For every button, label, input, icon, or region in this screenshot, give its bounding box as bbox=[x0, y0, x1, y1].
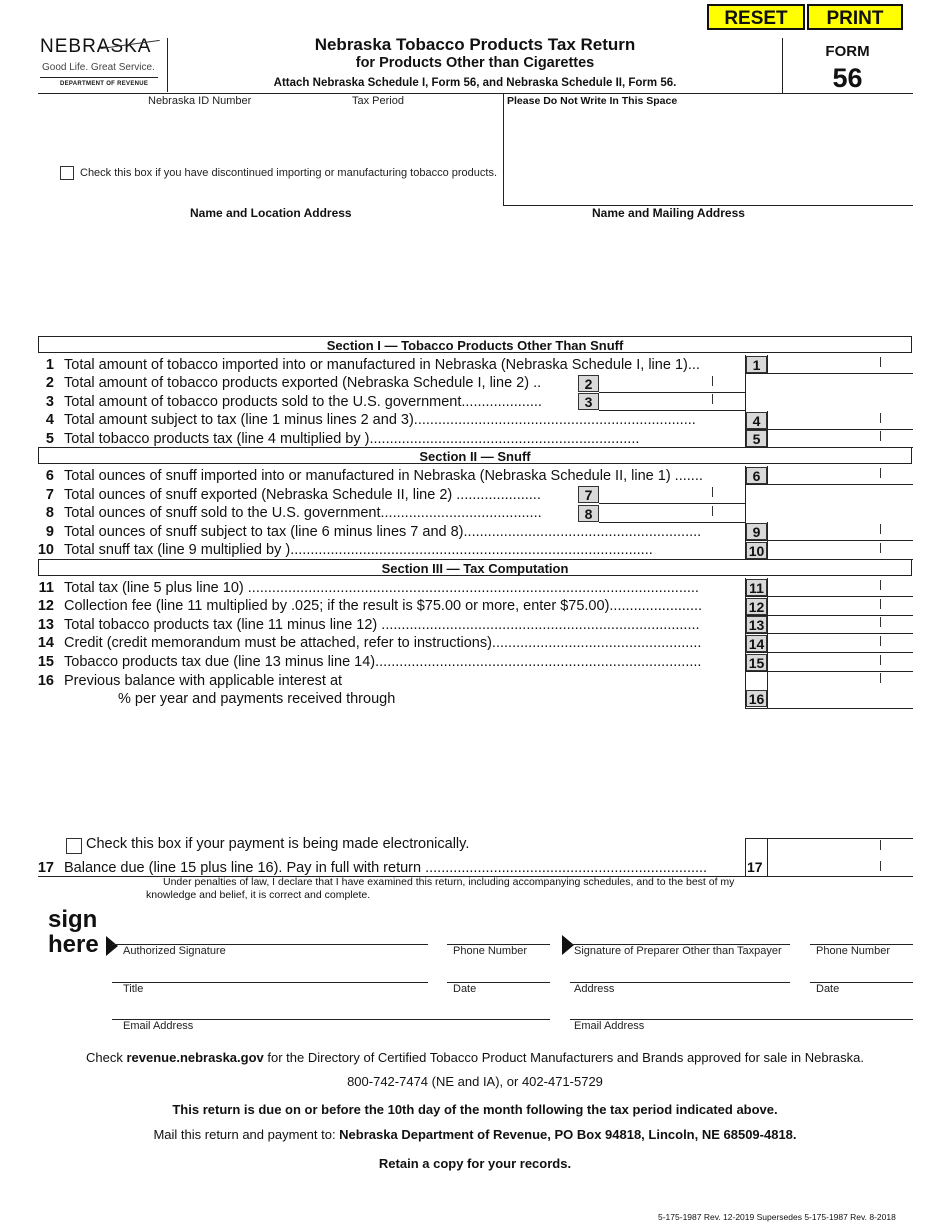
line-2-3-right-border bbox=[745, 373, 746, 411]
logo-dept: DEPARTMENT OF REVENUE bbox=[60, 81, 149, 87]
section-2-header: Section II — Snuff bbox=[38, 447, 912, 464]
line-11: 11 Total tax (line 5 plus line 10) ................................................................................................................ bbox=[38, 580, 699, 596]
line-14-amount[interactable] bbox=[770, 634, 882, 653]
line-9-number: 9 bbox=[746, 523, 767, 540]
electronic-payment-checkbox[interactable] bbox=[66, 838, 82, 854]
line-5: 5 Total tobacco products tax (line 4 multiplied by )................................................................... bbox=[45, 431, 640, 447]
line-16-amount[interactable] bbox=[770, 690, 882, 709]
line-13-cents-divider bbox=[880, 617, 881, 627]
line-3-amount[interactable] bbox=[602, 392, 714, 411]
line-9: 9 Total ounces of snuff subject to tax (line 6 minus lines 7 and 8)........................................................... bbox=[45, 524, 702, 540]
line-10-amount[interactable] bbox=[770, 541, 882, 560]
title-label: Title bbox=[123, 983, 144, 995]
date-label: Date bbox=[453, 983, 477, 995]
mailing-address-input[interactable] bbox=[510, 222, 914, 326]
line-17-cents-divider bbox=[880, 840, 881, 850]
payments-through-input[interactable] bbox=[420, 690, 544, 709]
phone-input[interactable] bbox=[450, 926, 552, 945]
mail-note: Mail this return and payment to: Nebraska Department of Revenue, PO Box 94818, Lincoln, NE 68509-4818. bbox=[153, 1127, 797, 1142]
line-16-number: 16 bbox=[746, 690, 767, 707]
period-label: Tax Period bbox=[352, 95, 404, 107]
preparer-date-input[interactable] bbox=[813, 964, 915, 983]
line-4-number: 4 bbox=[746, 412, 767, 429]
email-label: Email Address bbox=[123, 1020, 194, 1032]
authorized-signature-input[interactable] bbox=[124, 926, 428, 945]
preparer-date-label: Date bbox=[816, 983, 840, 995]
line-6-box-mid bbox=[767, 466, 768, 484]
discontinued-label: Check this box if you have discontinued importing or manufacturing tobacco products. bbox=[80, 167, 498, 179]
form-label: FORM bbox=[825, 43, 870, 60]
discontinued-checkbox[interactable] bbox=[60, 166, 74, 180]
preparer-email-input[interactable] bbox=[576, 1001, 910, 1020]
line-5-cents-divider bbox=[880, 431, 881, 441]
line-16: 16 Previous balance with applicable interest at bbox=[37, 673, 343, 689]
line-7-8-right-border bbox=[745, 485, 746, 522]
line-8-amount[interactable] bbox=[602, 504, 714, 523]
line-9-box-mid bbox=[767, 522, 768, 540]
line-8-underline bbox=[599, 522, 745, 523]
line-1-bottom bbox=[745, 373, 913, 374]
line-12-amount[interactable] bbox=[770, 597, 882, 616]
line-1: 1 Total amount of tobacco imported into or manufactured in Nebraska (Nebraska Schedule I, line 1)... bbox=[45, 357, 700, 373]
line-1-cents-divider bbox=[880, 357, 881, 367]
line-17-number: 17 bbox=[747, 859, 763, 875]
line-2-number: 2 bbox=[578, 375, 599, 392]
preparer-address-label: Address bbox=[574, 983, 615, 995]
line-12-number: 12 bbox=[746, 598, 767, 615]
line-10-cents-divider bbox=[880, 543, 881, 553]
print-button[interactable]: PRINT bbox=[807, 4, 903, 30]
line-14-number: 14 bbox=[746, 635, 767, 652]
here-label: here bbox=[48, 931, 99, 958]
preparer-phone-input[interactable] bbox=[813, 926, 915, 945]
line-16-box-mid bbox=[767, 671, 768, 708]
line-4-cents-divider bbox=[880, 413, 881, 423]
line-15-amount[interactable] bbox=[770, 653, 882, 672]
line-3-number: 3 bbox=[578, 393, 599, 410]
line-1-number: 1 bbox=[746, 356, 767, 373]
line-14-cents-divider bbox=[880, 636, 881, 646]
line-17-amount[interactable] bbox=[770, 858, 914, 877]
authorized-signature-label: Authorized Signature bbox=[123, 945, 226, 957]
logo-tagline: Good Life. Great Service. bbox=[42, 62, 155, 73]
line-15: 15 Tobacco products tax due (line 13 minus line 14)................................................................................. bbox=[37, 654, 702, 670]
line-11-cents-divider bbox=[880, 580, 881, 590]
attach-note: Attach Nebraska Schedule I, Form 56, and Nebraska Schedule II, Form 56. bbox=[273, 77, 677, 89]
line-6: 6 Total ounces of snuff imported into or manufactured in Nebraska (Nebraska Schedule II, line 1) ....... bbox=[45, 468, 703, 484]
line-4: 4 Total amount subject to tax (line 1 minus lines 2 and 3)...................................................................... bbox=[45, 412, 696, 428]
sign-label: sign bbox=[48, 906, 98, 933]
preparer-signature-label: Signature of Preparer Other than Taxpayer bbox=[574, 945, 782, 957]
preparer-email-label: Email Address bbox=[574, 1020, 645, 1032]
line-11-amount[interactable] bbox=[770, 578, 882, 597]
logo-wordmark: NEBRASKA bbox=[40, 36, 152, 57]
line-15-box-mid bbox=[767, 653, 768, 671]
line-9-cents-divider bbox=[880, 524, 881, 534]
retain-note: Retain a copy for your records. bbox=[378, 1156, 572, 1171]
line-10-rate-input[interactable] bbox=[300, 541, 354, 560]
line-1-amount[interactable] bbox=[770, 355, 882, 374]
preparer-arrow-icon bbox=[562, 935, 574, 955]
penalty-text: Under penalties of law, I declare that I have examined this return, including accompanying schedules, and to the best of my bbox=[163, 876, 735, 888]
line-16-continued: % per year and payments received through bbox=[118, 691, 396, 707]
line-5-box-mid bbox=[767, 429, 768, 447]
line-15-cents-divider bbox=[880, 655, 881, 665]
line-10-number: 10 bbox=[746, 542, 767, 559]
line-9-amount[interactable] bbox=[770, 522, 882, 541]
preparer-signature-input[interactable] bbox=[576, 926, 792, 945]
line-11-number: 11 bbox=[746, 579, 767, 596]
phone-numbers: 800-742-7474 (NE and IA), or 402-471-5729 bbox=[347, 1074, 603, 1089]
line-1-box-mid bbox=[767, 355, 768, 373]
preparer-address-input[interactable] bbox=[576, 964, 792, 983]
location-address-label: Name and Location Address bbox=[190, 206, 352, 220]
sign-arrow-icon bbox=[106, 936, 118, 956]
revenue-site-link[interactable]: revenue.nebraska.gov bbox=[126, 1050, 264, 1065]
line-8: 8 Total ounces of snuff sold to the U.S. government........................................ bbox=[45, 505, 542, 521]
line-2: 2 Total amount of tobacco products exported (Nebraska Schedule I, line 2) .. bbox=[45, 375, 542, 391]
line-14: 14 Credit (credit memorandum must be attached, refer to instructions).................................................... bbox=[37, 635, 702, 651]
section-1-header: Section I — Tobacco Products Other Than Snuff bbox=[38, 336, 912, 353]
line-7-cents-divider bbox=[712, 487, 713, 497]
interest-rate-input[interactable] bbox=[365, 672, 429, 692]
line-10-box-mid bbox=[767, 541, 768, 559]
line-12: 12 Collection fee (line 11 multiplied by .025; if the result is $75.00 or more, enter $75.00)....................... bbox=[37, 598, 703, 614]
location-address-input[interactable] bbox=[60, 222, 484, 326]
title-input[interactable] bbox=[124, 964, 428, 983]
line-13-amount[interactable] bbox=[770, 615, 882, 634]
form-title: Nebraska Tobacco Products Tax Return bbox=[314, 35, 636, 54]
form-subtitle: for Products Other than Cigarettes bbox=[355, 55, 595, 71]
line-2-amount[interactable] bbox=[602, 374, 714, 393]
revision-note: 5-175-1987 Rev. 12-2019 Supersedes 5-175-1987 Rev. 8-2018 bbox=[658, 1212, 896, 1222]
line-3: 3 Total amount of tobacco products sold to the U.S. government.................... bbox=[45, 394, 542, 410]
line-15-number: 15 bbox=[746, 654, 767, 671]
mailing-address-label: Name and Mailing Address bbox=[592, 206, 745, 220]
line-17-cents-divider-2 bbox=[880, 861, 881, 871]
reset-button[interactable]: RESET bbox=[707, 4, 805, 30]
line-17: 17 Balance due (line 15 plus line 16). Pay in full with return ...................................................................... bbox=[37, 860, 708, 876]
preparer-phone-label: Phone Number bbox=[816, 945, 890, 957]
id-label: Nebraska ID Number bbox=[148, 95, 252, 107]
line-6-number: 6 bbox=[746, 467, 767, 484]
office-use-label: Please Do Not Write In This Space bbox=[507, 95, 678, 107]
line-8-cents-divider bbox=[712, 506, 713, 516]
due-date-note: This return is due on or before the 10th day of the month following the tax period indicated above. bbox=[172, 1102, 778, 1117]
tax-period-input[interactable] bbox=[320, 110, 454, 130]
line-3-cents-divider bbox=[712, 394, 713, 404]
line-12-cents-divider bbox=[880, 599, 881, 609]
penalty-text-2: knowledge and belief, it is correct and complete. bbox=[146, 889, 371, 901]
line-12-box-mid bbox=[767, 597, 768, 615]
line-13-number: 13 bbox=[746, 616, 767, 633]
line-5-number: 5 bbox=[746, 430, 767, 447]
line-13: 13 Total tobacco products tax (line 11 minus line 12) ............................................................................... bbox=[37, 617, 700, 633]
interest-percent-input[interactable] bbox=[63, 690, 117, 709]
line-14-box-mid bbox=[767, 634, 768, 652]
line-8-number: 8 bbox=[578, 505, 599, 522]
directory-note: Check revenue.nebraska.gov for the Directory of Certified Tobacco Product Manufacturers and Brands approved for sale in Nebraska. bbox=[86, 1050, 864, 1065]
date-input[interactable] bbox=[450, 964, 552, 983]
email-input[interactable] bbox=[124, 1001, 548, 1020]
line-7-number: 7 bbox=[578, 486, 599, 503]
line-7-amount[interactable] bbox=[602, 485, 714, 504]
line-6-cents-divider bbox=[880, 468, 881, 478]
line-6-amount[interactable] bbox=[770, 466, 882, 485]
line-11-box-mid bbox=[767, 578, 768, 596]
line-5-amount[interactable] bbox=[770, 429, 882, 448]
line-2-cents-divider bbox=[712, 376, 713, 386]
line-4-box-mid bbox=[767, 411, 768, 429]
line-4-amount[interactable] bbox=[770, 411, 882, 430]
section-3-header: Section III — Tax Computation bbox=[38, 559, 912, 576]
line-5-rate-input[interactable] bbox=[155, 430, 219, 449]
line-7: 7 Total ounces of snuff exported (Nebraska Schedule II, line 2) ..................... bbox=[45, 487, 541, 503]
form-number: 56 bbox=[832, 63, 863, 93]
line-10: 10 Total snuff tax (line 9 multiplied by ).......................................................................................... bbox=[37, 542, 653, 558]
phone-label: Phone Number bbox=[453, 945, 527, 957]
line-13-box-mid bbox=[767, 615, 768, 633]
electronic-payment-label: Check this box if your payment is being made electronically. bbox=[86, 836, 470, 852]
line-16-cents-divider bbox=[880, 673, 881, 683]
nebraska-id-input[interactable] bbox=[110, 110, 294, 130]
line-3-underline bbox=[599, 410, 745, 411]
